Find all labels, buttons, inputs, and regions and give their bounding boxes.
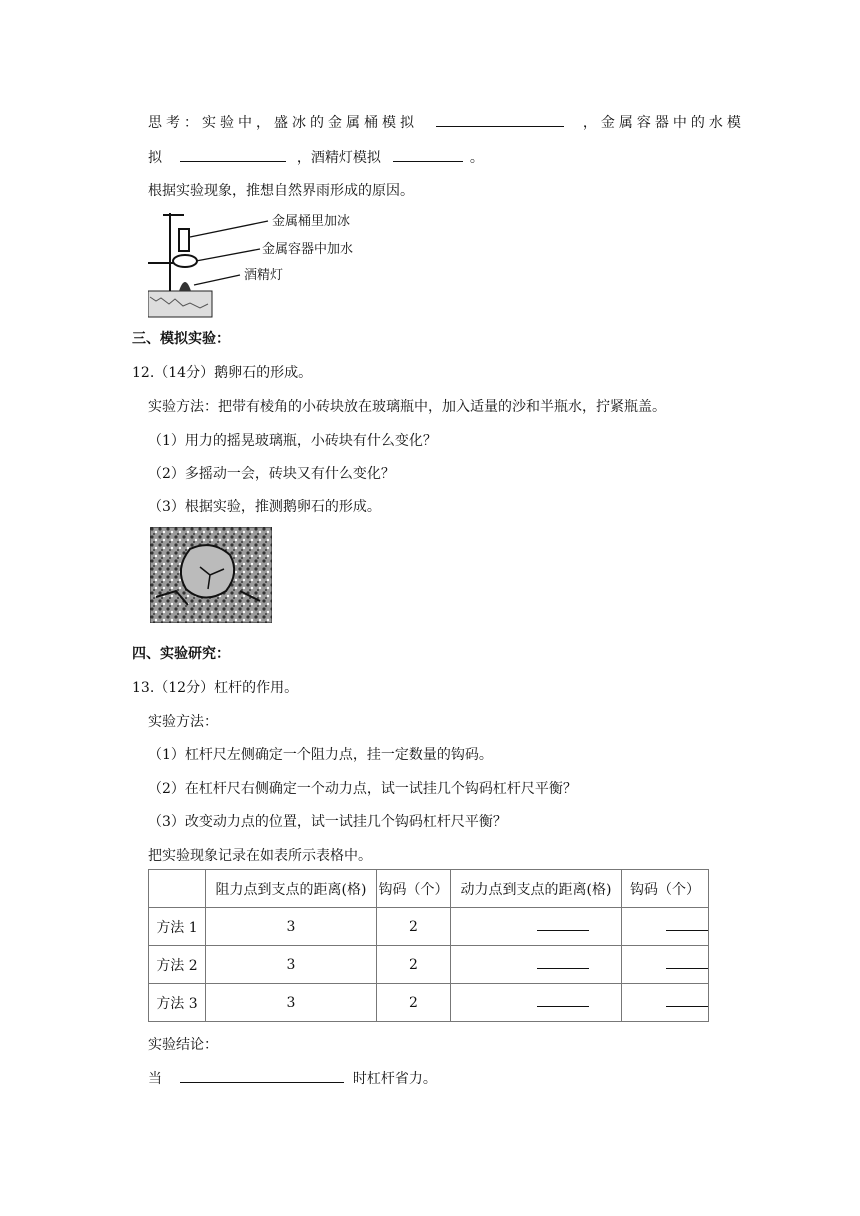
conclusion-part-a: 当 [148,1071,162,1087]
row-effort-hooks-cell [622,946,709,984]
q12-method: 实验方法：把带有棱角的小砖块放在玻璃瓶中，加入适量的沙和半瓶水，拧紧瓶盖。 [148,399,666,415]
row-effort-distance-cell [451,908,622,946]
table-row [149,908,709,946]
answer-blank-effort-hooks[interactable] [666,994,708,1007]
row-effort-distance-cell [451,984,622,1022]
apparatus-label-water: 金属容器中加水 [262,242,354,257]
q13-step2: （2）在杠杆尺右侧确定一个动力点，试一试挂几个钩码杠杆尺平衡？ [148,781,577,797]
table-header-effort-distance: 动力点到支点的距离(格) [451,870,622,908]
answer-blank-effort-hooks[interactable] [666,918,708,931]
table-header-resistance-distance: 阻力点到支点的距离(格) [206,870,377,908]
q13-record: 把实验现象记录在如表所示表格中。 [148,848,372,864]
think-line1-part-a: 思考：实验中，盛冰的金属桶模拟 [148,115,418,131]
table-row [149,946,709,984]
q12-step2: （2）多摇动一会，砖块又有什么变化？ [148,466,395,482]
think-line2-part-a: 拟 [148,150,162,166]
table-header-empty [149,870,206,908]
row-label: 方法 1 [149,908,206,946]
row-effort-distance-cell [451,946,622,984]
q13-conclusion [148,1068,437,1088]
answer-blank-ice-bucket[interactable] [436,112,564,127]
think-line2-part-c: 。 [469,150,484,166]
conclusion-part-b: 时杠杆省力。 [352,1071,437,1087]
table-row [149,984,709,1022]
think-line1-part-b: ，金属容器中的水模 [582,115,745,131]
table-header-effort-hooks: 钩码（个） [622,870,709,908]
row-effort-hooks-cell [622,984,709,1022]
think-line-1 [148,112,745,132]
answer-blank-lamp[interactable] [393,147,463,162]
section3-title: 三、模拟实验： [132,331,230,347]
row-resistance-distance: 3 [206,946,377,984]
answer-blank-effort-distance[interactable] [537,994,589,1007]
apparatus-label-ice: 金属桶里加冰 [272,214,351,229]
pebble-photo [150,527,272,623]
row-resistance-hooks: 2 [377,984,451,1022]
row-effort-hooks-cell [622,908,709,946]
answer-blank-effort-hooks[interactable] [666,956,708,969]
answer-blank-water[interactable] [180,147,286,162]
q13-conclusion-label: 实验结论： [148,1037,218,1053]
row-label: 方法 3 [149,984,206,1022]
q13-step1: （1）杠杆尺左侧确定一个阻力点，挂一定数量的钩码。 [148,747,493,763]
table-header-resistance-hooks: 钩码（个） [377,870,451,908]
section4-title: 四、实验研究： [132,646,230,662]
q12-title: 12.（14分）鹅卵石的形成。 [132,365,313,381]
row-resistance-hooks: 2 [377,908,451,946]
row-resistance-distance: 3 [206,908,377,946]
q12-step1: （1）用力的摇晃玻璃瓶，小砖块有什么变化？ [148,433,437,449]
q12-step3: （3）根据实验，推测鹅卵石的形成。 [148,499,381,515]
q13-step3: （3）改变动力点的位置，试一试挂几个钩码杠杆尺平衡？ [148,814,507,830]
row-resistance-distance: 3 [206,984,377,1022]
table-header-row [149,870,709,908]
row-resistance-hooks: 2 [377,946,451,984]
infer-text: 根据实验现象，推想自然界雨形成的原因。 [148,183,414,199]
q13-title: 13.（12分）杠杆的作用。 [132,680,299,696]
apparatus-label-lamp: 酒精灯 [244,268,284,283]
answer-blank-effort-distance[interactable] [537,918,589,931]
row-label: 方法 2 [149,946,206,984]
apparatus-figure [148,207,370,319]
q13-method-label: 实验方法： [148,714,218,730]
think-line-2 [148,147,484,167]
lever-record-table [148,869,709,1022]
think-line2-part-b: ，酒精灯模拟 [296,150,381,166]
answer-blank-conclusion[interactable] [180,1068,344,1083]
answer-blank-effort-distance[interactable] [537,956,589,969]
